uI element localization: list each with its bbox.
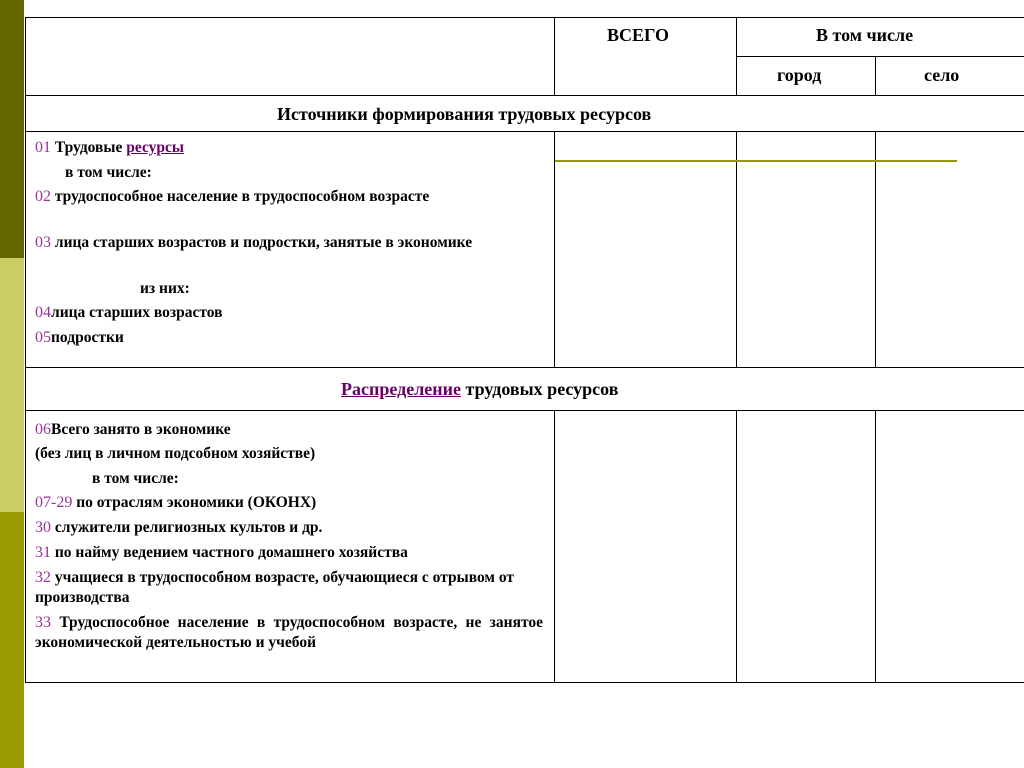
- left-band-light: [0, 258, 24, 512]
- list-item: [35, 303, 223, 323]
- row-number: 30: [35, 519, 51, 536]
- row-text: в том числе:: [65, 164, 152, 181]
- row-number: 32: [35, 569, 51, 586]
- list-item: [35, 138, 184, 158]
- s2-col-divider-3: [875, 410, 876, 682]
- header-col-divider-3: [875, 56, 876, 95]
- distribution-link[interactable]: Распределение: [341, 379, 462, 399]
- s1-col-divider-3: [875, 131, 876, 367]
- row-text: в том числе:: [92, 470, 179, 487]
- list-item: [92, 469, 179, 489]
- row-number: 05: [35, 329, 51, 346]
- list-item: [35, 328, 124, 348]
- table-border-bottom: [25, 682, 1024, 683]
- list-item: [35, 613, 543, 653]
- header-col-divider-1: [554, 17, 555, 95]
- row-text: из них:: [140, 280, 190, 297]
- table-border-left: [25, 17, 26, 683]
- row-number: 33: [35, 614, 51, 631]
- row-number: 01: [35, 139, 51, 156]
- list-item: [35, 568, 547, 608]
- section2-title-rest: трудовых ресурсов: [461, 379, 619, 399]
- list-item: [35, 187, 543, 207]
- resources-link[interactable]: ресурсы: [126, 139, 184, 156]
- list-item: [140, 279, 190, 299]
- s1-col-divider-2: [736, 131, 737, 367]
- row-text: лица старших возрастов и подростки, занятые в экономике: [54, 234, 473, 251]
- row-number: 06: [35, 421, 51, 438]
- row-text: по отраслям экономики (ОКОНХ): [76, 494, 317, 511]
- accent-underline: [555, 160, 957, 162]
- row-text: Трудовые: [54, 139, 127, 156]
- left-band-dark: [0, 0, 24, 258]
- list-item: [65, 163, 152, 183]
- s2-col-divider-2: [736, 410, 737, 682]
- row-text: по найму ведением частного домашнего хозяйства: [54, 544, 408, 561]
- left-band-olive: [0, 512, 24, 768]
- header-city: город: [777, 65, 822, 85]
- list-item: [35, 543, 408, 563]
- section1-bottom: [25, 367, 1024, 368]
- table-border-top: [25, 17, 1024, 18]
- header-col-divider-2: [736, 17, 737, 95]
- s1-col-divider-1: [554, 131, 555, 367]
- row-number: 04: [35, 304, 51, 321]
- list-item: [35, 420, 231, 440]
- section2-title: [341, 379, 618, 399]
- header-bottom-border: [25, 95, 1024, 96]
- row-number: 02: [35, 188, 51, 205]
- row-number: 03: [35, 234, 51, 251]
- row-text: (без лиц в личном подсобном хозяйстве): [35, 445, 316, 462]
- list-item: [35, 493, 316, 513]
- row-number: 07-29: [35, 494, 73, 511]
- row-text: трудоспособное население в трудоспособном возрасте: [54, 188, 430, 205]
- row-number: 31: [35, 544, 51, 561]
- section1-title: Источники формирования трудовых ресурсов: [277, 104, 652, 124]
- list-item: [35, 233, 543, 253]
- header-total: ВСЕГО: [607, 25, 670, 45]
- row-text: учащиеся в трудоспособном возрасте, обучающиеся с отрывом от производства: [35, 569, 515, 606]
- header-divider: [736, 56, 1024, 57]
- row-text: Всего занято в экономике: [51, 421, 231, 438]
- list-item: [35, 518, 322, 538]
- header-including: В том числе: [816, 25, 914, 45]
- row-text: служители религиозных культов и др.: [54, 519, 323, 536]
- row-text: Трудоспособное население в трудоспособном возрасте, не занятое экономической деятельностью и учебой: [35, 614, 543, 651]
- row-text: лица старших возрастов: [51, 304, 223, 321]
- s2-col-divider-1: [554, 410, 555, 682]
- row-text: подростки: [51, 329, 124, 346]
- header-village: село: [924, 65, 960, 85]
- list-item: [35, 444, 315, 464]
